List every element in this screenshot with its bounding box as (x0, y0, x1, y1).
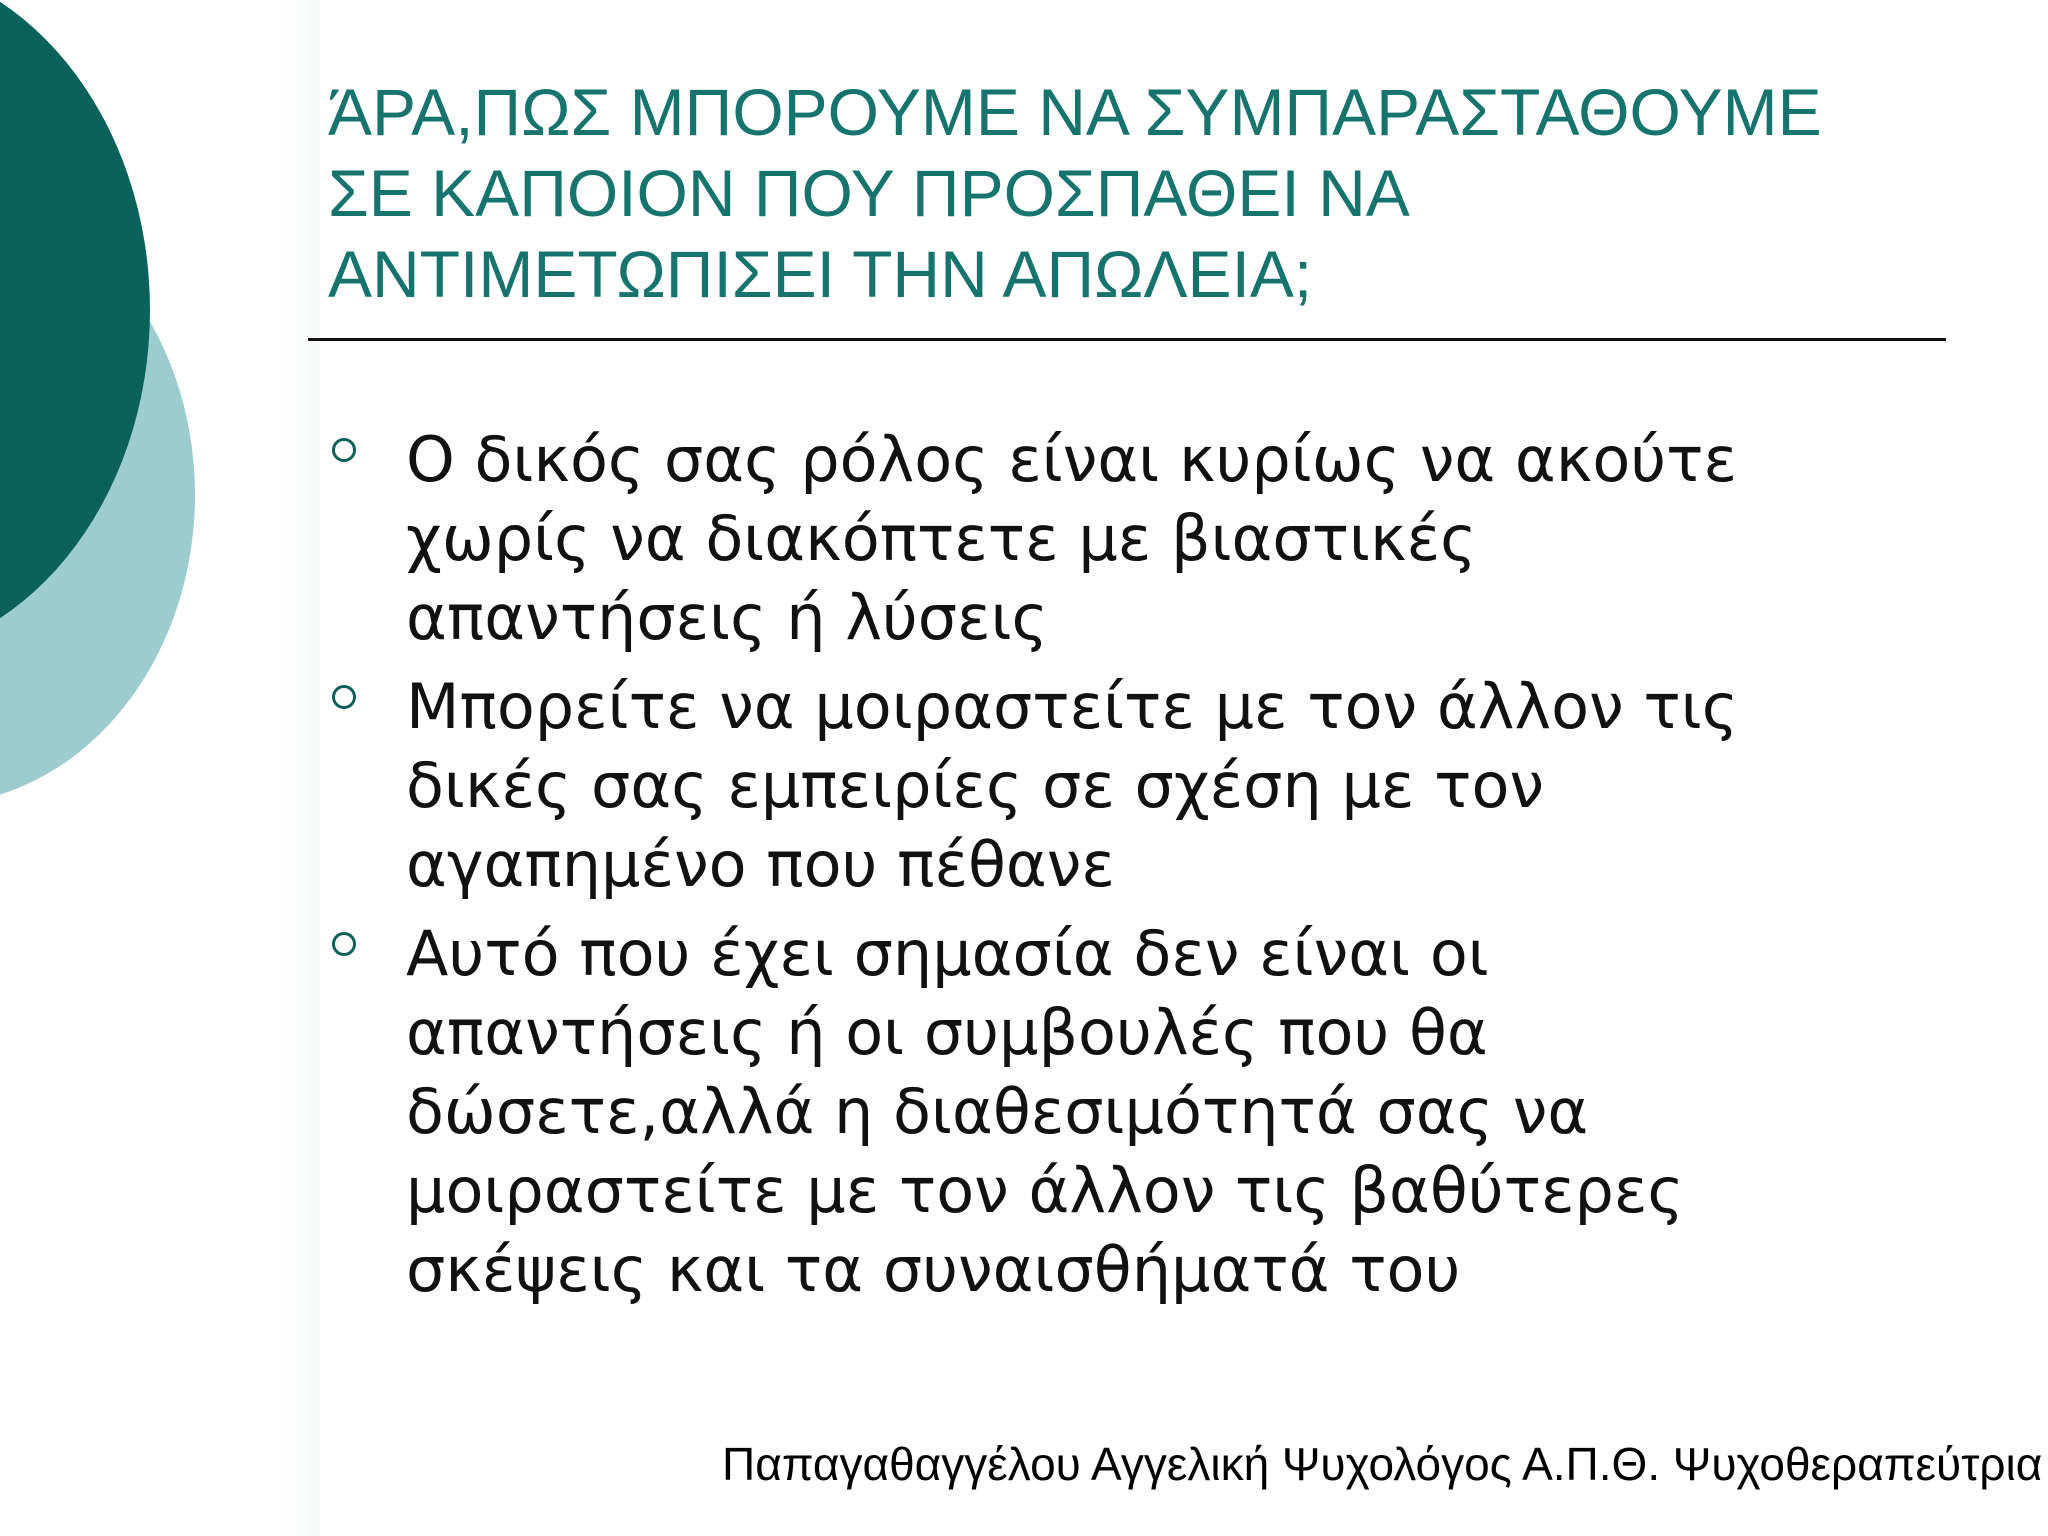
bullet-text (406, 914, 2010, 1309)
bullet-item (330, 667, 2010, 904)
bullet-list (330, 420, 2010, 1319)
title-divider (308, 338, 1946, 341)
bullet-text (406, 667, 2010, 904)
hollow-circle-bullet-icon (332, 685, 356, 709)
title-line: ΆΡΑ,ΠΩΣ ΜΠΟΡΟΥΜΕ ΝΑ ΣΥΜΠΑΡΑΣΤΑΘΟΥΜΕ (328, 75, 1822, 149)
bullet-line: αγαπημένο που πέθανε (406, 828, 1115, 901)
bullet-line: χωρίς να διακόπτετε με βιαστικές (406, 502, 1477, 575)
bullet-text (406, 420, 2010, 657)
bullet-line: δώσετε,αλλά η διαθεσιμότητά σας να (406, 1075, 1589, 1148)
bullet-line: Αυτό που έχει σημασία δεν είναι οι (406, 917, 1489, 990)
bullet-line: μοιραστείτε με τον άλλον τις βαθύτερες (406, 1154, 1684, 1227)
hollow-circle-bullet-icon (332, 932, 356, 956)
bullet-item (330, 914, 2010, 1309)
slide-title (328, 72, 1968, 315)
bullet-line: δικές σας εμπειρίες σε σχέση με τον (406, 749, 1545, 822)
title-line: ΑΝΤΙΜΕΤΩΠΙΣΕΙ ΤΗΝ ΑΠΩΛΕΙΑ; (328, 237, 1313, 311)
bullet-line: Ο δικός σας ρόλος είναι κυρίως να ακούτε (406, 423, 1737, 496)
slide-footer: Παπαγαθαγγέλου Αγγελική Ψυχολόγος Α.Π.Θ. Ψυχοθεραπεύτρια (722, 1438, 2043, 1490)
bullet-item (330, 420, 2010, 657)
bullet-line: απαντήσεις ή λύσεις (406, 581, 1048, 654)
bullet-line: απαντήσεις ή οι συμβουλές που θα (406, 996, 1488, 1069)
bullet-line: σκέψεις και τα συναισθήματά του (406, 1233, 1461, 1306)
title-line: ΣΕ ΚΑΠΟΙΟΝ ΠΟΥ ΠΡΟΣΠΑΘΕΙ ΝΑ (328, 156, 1410, 230)
hollow-circle-bullet-icon (332, 438, 356, 462)
bullet-line: Μπορείτε να μοιραστείτε με τον άλλον τις (406, 670, 1739, 743)
